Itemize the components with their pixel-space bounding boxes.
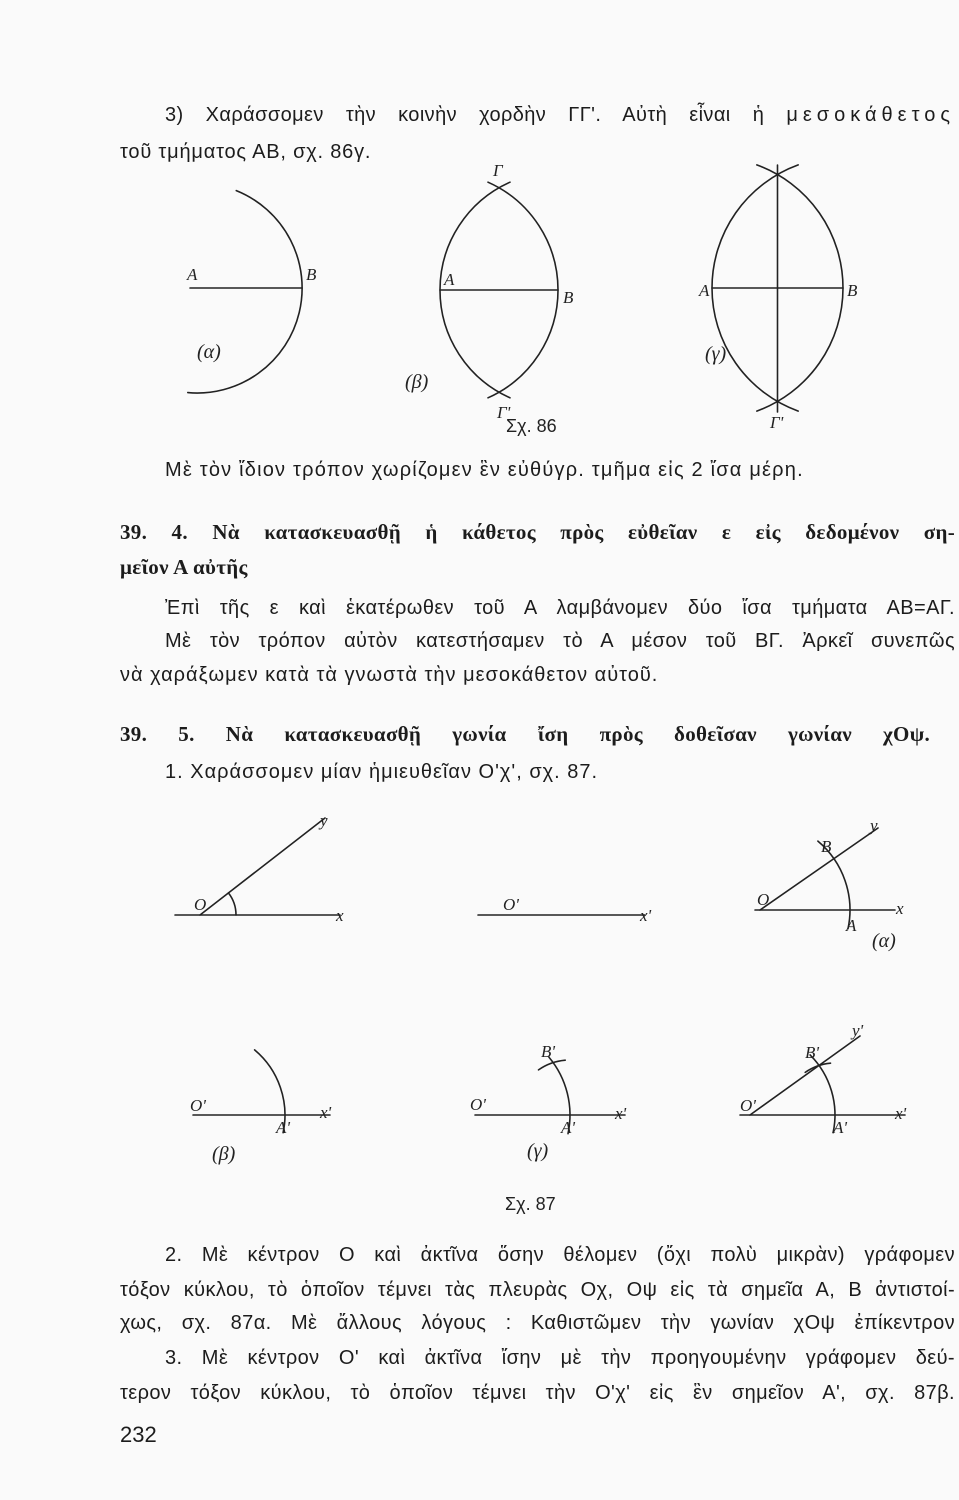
- point-label-o-prime: O': [190, 1096, 206, 1115]
- ray-label-y-prime: y': [852, 1021, 864, 1040]
- figure-86b: [405, 161, 574, 422]
- figure-87b: [190, 1050, 332, 1165]
- point-label-o-prime: O': [740, 1096, 756, 1115]
- arc-centered-a: [757, 165, 843, 411]
- step-1-line: 1. Χαράσσομεν μίαν ἡμιευθεῖαν Ο'χ', σχ. 87.: [165, 761, 599, 783]
- paragraph-line: νὰ χαράξωμεν κατὰ τὰ γνωστὰ τὴν μεσοκάθετον αὐτοῦ.: [120, 664, 659, 686]
- ray-label-y: y: [870, 816, 878, 835]
- point-label-o-prime: O': [503, 895, 519, 914]
- point-label-o-prime: O': [470, 1095, 486, 1114]
- figure-tag: (γ): [527, 1140, 549, 1162]
- point-label-g: Γ: [493, 161, 503, 180]
- point-label-a: Α: [187, 265, 198, 284]
- point-label-g-prime: Γ': [497, 403, 511, 422]
- figure-87-caption: Σχ. 87: [505, 1194, 556, 1214]
- point-label-g-prime: Γ': [770, 413, 784, 432]
- ray-label-x-prime: x': [320, 1103, 332, 1122]
- paragraph-line: [165, 101, 955, 129]
- figure-tag: (α): [872, 930, 896, 952]
- point-label-b-prime: B': [805, 1043, 820, 1062]
- point-label-a: Α: [444, 270, 455, 289]
- arc: [549, 1057, 570, 1134]
- arc-centered-b: [712, 165, 798, 411]
- step-3-line: 3. Μὲ κέντρον Ο' καὶ ἀκτῖνα ἴσην μὲ τὴν προηγουμένην γράφομεν δεύ-: [165, 1347, 955, 1369]
- step-2-line: τόξον κύκλου, τὸ ὁποῖον τέμνει τὰς πλευρὰς Οχ, Οψ εἰς τὰ σημεῖα Α, Β ἀντιστοί-: [120, 1279, 955, 1301]
- crossing-arc: [805, 1063, 830, 1072]
- point-label-a-prime: A': [561, 1118, 576, 1137]
- emphasized-word: μεσοκάθετος: [786, 104, 955, 126]
- point-label-a-prime: A': [833, 1118, 848, 1137]
- point-label-b: Β: [847, 281, 858, 300]
- point-label-b-prime: B': [541, 1042, 556, 1061]
- ray-oy: [760, 828, 878, 910]
- crossing-arc: [539, 1060, 566, 1070]
- paragraph-line: Ἐπὶ τῆς ε καὶ ἑκατέρωθεν τοῦ Α λαμβάνομεν δύο ἴσα τμήματα ΑΒ=ΑΓ.: [165, 597, 955, 619]
- point-label-a-prime: A': [276, 1118, 291, 1137]
- point-label-o: O: [194, 895, 207, 914]
- figure-86c: [698, 165, 858, 432]
- step-3-line: τερον τόξον κύκλου, τὸ ὁποῖον τέμνει τὴν Ο'χ' εἰς ἓν σημεῖον Α', σχ. 87β.: [120, 1382, 955, 1404]
- figure-tag: (β): [405, 371, 429, 393]
- figure-87a: [755, 816, 904, 952]
- arc-centered-a: [488, 182, 558, 398]
- point-label-b: Β: [306, 265, 317, 284]
- figure-87d: [740, 1021, 907, 1137]
- paragraph-line: τοῦ τμήματος ΑΒ, σχ. 86γ.: [120, 141, 372, 163]
- figure-tag: (β): [212, 1143, 236, 1165]
- arc: [188, 191, 302, 393]
- point-label-a: A: [846, 916, 857, 935]
- point-label-b: Β: [563, 288, 574, 307]
- section-heading-39-5: 39. 5. Νὰ κατασκευασθῇ γωνία ἴση πρὸς δοθεῖσαν γωνίαν χΟψ.: [120, 722, 930, 746]
- step-2-line: 2. Μὲ κέντρον Ο καὶ ἀκτῖνα ὅσην θέλομεν (ὄχι πολὺ μικρὰν) γράφομεν: [165, 1244, 955, 1266]
- step-2-line: χως, σχ. 87α. Μὲ ἄλλους λόγους : Καθιστῶμεν τὴν γωνίαν χΟψ ἐπίκεντρον: [120, 1312, 955, 1334]
- ray-oy: [200, 818, 325, 915]
- arc: [255, 1050, 285, 1133]
- figure-tag: (γ): [705, 343, 727, 365]
- figure-86-caption: Σχ. 86: [506, 416, 557, 436]
- ray-label-x: x: [896, 899, 904, 918]
- point-label-b: B: [821, 837, 832, 856]
- arc-centered-b: [440, 182, 510, 398]
- point-label-a: Α: [699, 281, 710, 300]
- ray-o-prime-y-prime: [750, 1036, 860, 1115]
- arc: [810, 1055, 835, 1133]
- angle-mark: [228, 893, 236, 915]
- ray-label-x-prime: x': [895, 1104, 907, 1123]
- section-heading-39-4: 39. 4. Νὰ κατασκευασθῇ ἡ κάθετος πρὸς εὐθεῖαν ε εἰς δεδομένον ση-: [120, 520, 955, 544]
- ray-label-x: x: [336, 906, 344, 925]
- paragraph-line: Μὲ τὸν ἴδιον τρόπον χωρίζομεν ἓν εὐθύγρ. τμῆμα εἰς 2 ἴσα μέρη.: [165, 459, 804, 481]
- ray-label-x-prime: x': [615, 1104, 627, 1123]
- figure-86a: [186, 191, 317, 393]
- text-span: 3) Χαράσσομεν τὴν κοινὴν χορδὴν ΓΓ'. Αὐτὴ εἶναι ἡ: [165, 104, 765, 126]
- ray-label-y: y: [320, 811, 328, 830]
- figure-87c: [470, 1042, 627, 1162]
- page-number: 232: [120, 1422, 157, 1447]
- figure-tag: (α): [197, 341, 221, 363]
- arc: [818, 841, 850, 929]
- point-label-o: O: [757, 890, 770, 909]
- ray-label-x-prime: x': [640, 906, 652, 925]
- paragraph-line: Μὲ τὸν τρόπον αὐτὸν κατεστήσαμεν τὸ Α μέσον τοῦ ΒΓ. Ἀρκεῖ συνεπῶς: [165, 630, 955, 652]
- section-heading-39-4-cont: μεῖον Α αὐτῆς: [120, 555, 248, 579]
- figure-87-given-angle: [175, 811, 344, 925]
- figure-87-half-line: [478, 895, 652, 925]
